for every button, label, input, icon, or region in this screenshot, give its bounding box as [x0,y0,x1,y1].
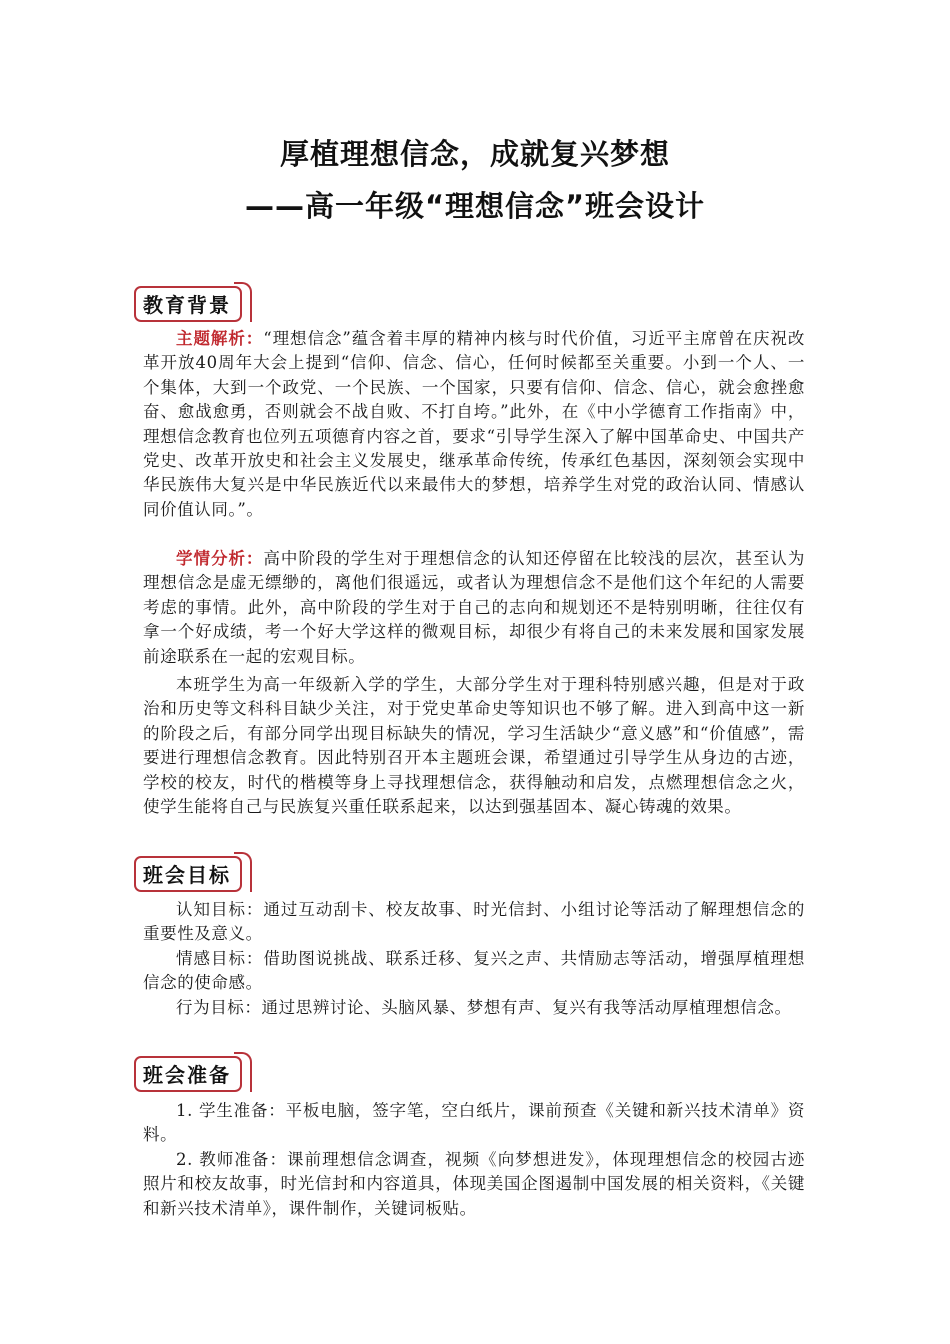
student-analysis-label: 学情分析： [176,549,264,568]
document-subtitle: ——高一年级“理想信念”班会设计 [244,189,706,223]
paragraph-emotional-goal: 情感目标：借助图说挑战、联系迁移、复兴之声、共情励志等活动，增强厚植理想信念的使命感。 [143,949,805,993]
theme-analysis-text: “理想信念”蕴含着丰厚的精神内核与时代价值，习近平主席曾在庆祝改革开放40周年大会上提到“信仰、信念、信心，任何时候都至关重要。小到一个人、一个集体，大到一个政党、一个民族、一个国家，只要有信仰、信念、信心，就会愈挫愈奋、愈战愈勇，否则就会不战自败、不打自垮。”此外，在《中小学德育工作指南》中，理想信念教育也位列五项德育内容之首，要求“引导学生深入了解中国革命史、中国共产党史、改革开放史和社会主义发展史，继承革命传统，传承红色基因，深刻领会实现中华民族伟大复兴是中华民族近代以来最伟大的梦想，培养学生对党的政治认同、情感认同价值认同。”。 [143,329,806,519]
section-heading-label: 教育背景 [143,293,231,317]
section-heading-background [134,282,254,322]
student-analysis-text: 高中阶段的学生对于理想信念的认知还停留在比较浅的层次，甚至认为理想信念是虚无缥缈的，离他们很遥远，或者认为理想信念不是他们这个年纪的人需要考虑的事情。此外，高中阶段的学生对于自己的志向和规划还不是特别明晰，往往仅有拿一个好成绩，考一个好大学这样的微观目标，却很少有将自己的未来发展和国家发展前途联系在一起的宏观目标。 [143,549,805,666]
section-heading-prep [134,1052,254,1092]
paragraph-class-situation: 本班学生为高一年级新入学的学生，大部分学生对于理科特别感兴趣，但是对于政治和历史等文科科目缺少关注，对于党史革命史等知识也不够了解。进入到高中这一新的阶段之后，有部分同学出现目标缺失的情况，学习生活缺少“意义感”和“价值感”，需要进行理想信念教育。因此特别召开本主题班会课，希望通过引导学生从身边的古迹，学校的校友，时代的楷模等身上寻找理想信念，获得触动和启发，点燃理想信念之火，使学生能将自己与民族复兴重任联系起来，以达到强基固本、凝心铸魂的效果。 [143,675,805,817]
paragraph-theme-analysis [143,327,805,522]
section-heading-label: 班会目标 [143,863,231,887]
paragraph-cognitive-goal: 认知目标：通过互动刮卡、校友故事、时光信封、小组讨论等活动了解理想信念的重要性及意义。 [143,900,805,944]
section-heading-label: 班会准备 [143,1063,231,1087]
paragraph-student-analysis [143,547,805,669]
paragraph-behavior-goal: 行为目标：通过思辨讨论、头脑风暴、梦想有声、复兴有我等活动厚植理想信念。 [176,998,792,1017]
section-heading-goals [134,852,254,892]
document-title: 厚植理想信念，成就复兴梦想 [279,137,670,171]
paragraph-student-prep: 1. 学生准备：平板电脑，签字笔，空白纸片，课前预查《关键和新兴技术清单》资料。 [143,1101,805,1145]
theme-analysis-label: 主题解析： [176,329,264,348]
paragraph-teacher-prep: 2. 教师准备：课前理想信念调查，视频《向梦想进发》，体现理想信念的校园古迹照片和校友故事，时光信封和内容道具，体现美国企图遏制中国发展的相关资料，《关键和新兴技术清单》，课件制作，关键词板贴。 [143,1150,805,1218]
